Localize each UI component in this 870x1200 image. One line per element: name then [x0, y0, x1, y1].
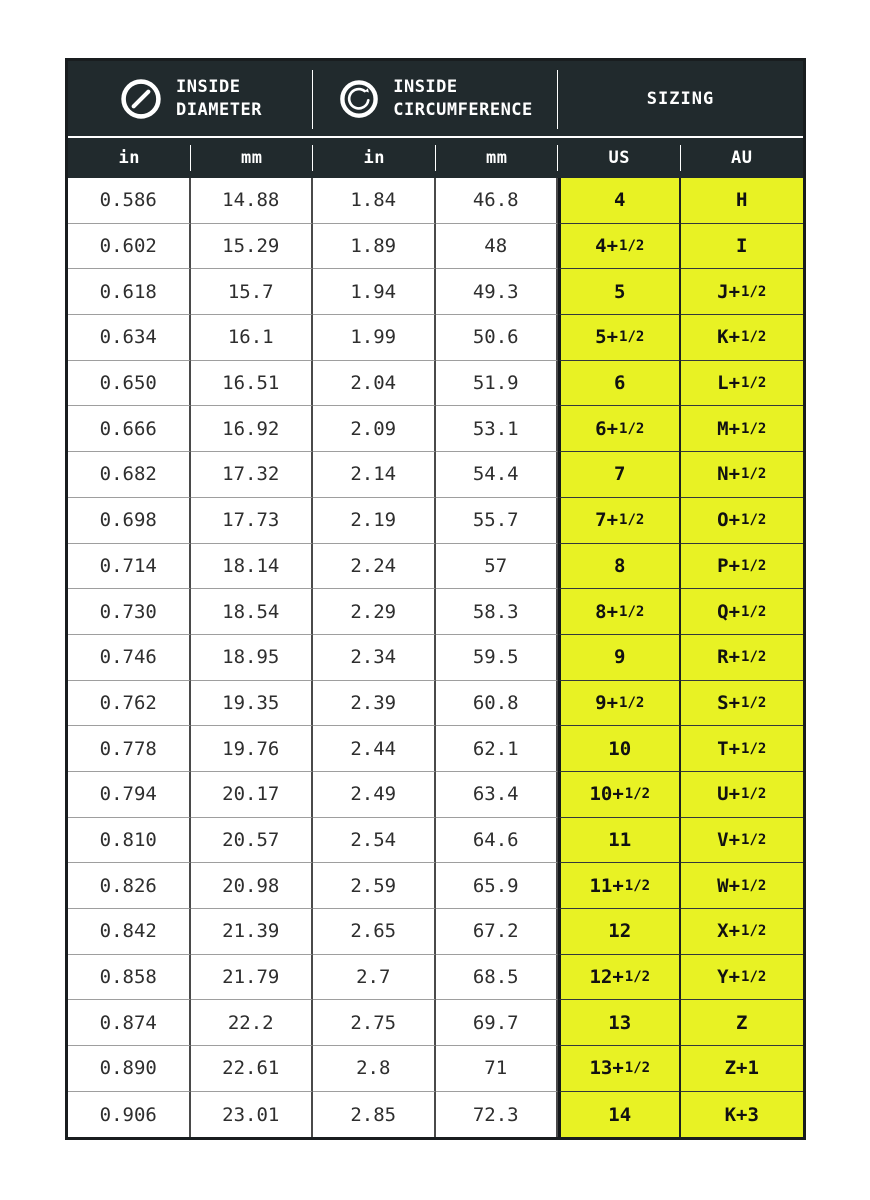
- cell-inside-diameter-in: 0.874: [68, 1000, 191, 1046]
- cell-inside-circumference-mm: 59.5: [436, 635, 559, 681]
- cell-inside-diameter-mm: 18.95: [191, 635, 314, 681]
- cell-inside-circumference-in: 2.34: [313, 635, 436, 681]
- table-row: [68, 1000, 803, 1046]
- cell-inside-diameter-mm: 20.57: [191, 818, 314, 864]
- cell-inside-circumference-mm: 58.3: [436, 589, 559, 635]
- cell-size-us: 14: [558, 1092, 681, 1138]
- cell-inside-diameter-mm: 18.14: [191, 544, 314, 590]
- cell-size-au: R+ 1/2: [681, 635, 804, 681]
- cell-inside-circumference-in: 2.8: [313, 1046, 436, 1092]
- cell-inside-diameter-in: 0.730: [68, 589, 191, 635]
- cell-size-us: 13: [558, 1000, 681, 1046]
- cell-inside-circumference-mm: 51.9: [436, 361, 559, 407]
- cell-size-us: 12: [558, 909, 681, 955]
- cell-inside-diameter-in: 0.778: [68, 726, 191, 772]
- inside-diameter-icon: [119, 77, 163, 121]
- cell-inside-diameter-in: 0.794: [68, 772, 191, 818]
- header-section-sizing: [558, 61, 803, 136]
- cell-inside-diameter-in: 0.714: [68, 544, 191, 590]
- header-line2: CIRCUMFERENCE: [393, 99, 533, 120]
- cell-inside-diameter-mm: 14.88: [191, 178, 314, 224]
- cell-inside-circumference-in: 2.54: [313, 818, 436, 864]
- cell-size-us: 11: [558, 818, 681, 864]
- cell-inside-diameter-mm: 16.92: [191, 406, 314, 452]
- table-row: [68, 726, 803, 772]
- cell-inside-circumference-mm: 68.5: [436, 955, 559, 1001]
- cell-inside-circumference-mm: 63.4: [436, 772, 559, 818]
- cell-inside-circumference-mm: 50.6: [436, 315, 559, 361]
- cell-inside-circumference-in: 2.39: [313, 681, 436, 727]
- cell-size-us: 10+ 1/2: [558, 772, 681, 818]
- column-header-au: AU: [731, 148, 753, 168]
- column-header-circumference-in: in: [313, 138, 436, 178]
- cell-inside-circumference-in: 2.65: [313, 909, 436, 955]
- cell-size-au: L+ 1/2: [681, 361, 804, 407]
- cell-size-au: Z: [681, 1000, 804, 1046]
- cell-size-au: X+ 1/2: [681, 909, 804, 955]
- cell-size-us: 6+ 1/2: [558, 406, 681, 452]
- cell-inside-diameter-mm: 22.2: [191, 1000, 314, 1046]
- table-row: [68, 955, 803, 1001]
- cell-inside-diameter-in: 0.906: [68, 1092, 191, 1138]
- cell-inside-circumference-in: 2.49: [313, 772, 436, 818]
- cell-inside-diameter-mm: 15.29: [191, 224, 314, 270]
- table-row: [68, 452, 803, 498]
- header-line1: INSIDE: [393, 76, 458, 97]
- cell-size-au: K+3: [681, 1092, 804, 1138]
- table-row: [68, 498, 803, 544]
- cell-inside-diameter-in: 0.698: [68, 498, 191, 544]
- cell-inside-circumference-mm: 48: [436, 224, 559, 270]
- table-row: [68, 269, 803, 315]
- cell-inside-circumference-mm: 65.9: [436, 863, 559, 909]
- cell-inside-diameter-mm: 23.01: [191, 1092, 314, 1138]
- table-row: [68, 1046, 803, 1092]
- cell-inside-circumference-mm: 49.3: [436, 269, 559, 315]
- cell-inside-circumference-in: 2.29: [313, 589, 436, 635]
- cell-size-au: M+ 1/2: [681, 406, 804, 452]
- table-row: [68, 909, 803, 955]
- cell-inside-circumference-in: 1.99: [313, 315, 436, 361]
- cell-size-us: 9: [558, 635, 681, 681]
- cell-size-us: 7: [558, 452, 681, 498]
- cell-inside-diameter-in: 0.858: [68, 955, 191, 1001]
- cell-inside-diameter-mm: 22.61: [191, 1046, 314, 1092]
- table-row: [68, 406, 803, 452]
- cell-inside-circumference-in: 2.44: [313, 726, 436, 772]
- cell-inside-diameter-in: 0.810: [68, 818, 191, 864]
- header-section-label: [393, 76, 533, 122]
- cell-inside-diameter-in: 0.618: [68, 269, 191, 315]
- cell-inside-circumference-in: 2.04: [313, 361, 436, 407]
- cell-inside-circumference-in: 2.85: [313, 1092, 436, 1138]
- cell-inside-diameter-in: 0.586: [68, 178, 191, 224]
- cell-inside-circumference-mm: 72.3: [436, 1092, 559, 1138]
- cell-inside-diameter-in: 0.682: [68, 452, 191, 498]
- cell-inside-diameter-mm: 17.32: [191, 452, 314, 498]
- cell-size-au: U+ 1/2: [681, 772, 804, 818]
- sizing-label: SIZING: [646, 88, 715, 109]
- table-row: [68, 818, 803, 864]
- cell-size-au: O+ 1/2: [681, 498, 804, 544]
- cell-inside-circumference-in: 2.14: [313, 452, 436, 498]
- cell-inside-circumference-mm: 46.8: [436, 178, 559, 224]
- cell-size-au: N+ 1/2: [681, 452, 804, 498]
- header-line2: DIAMETER: [176, 99, 262, 120]
- table-row: [68, 361, 803, 407]
- cell-inside-diameter-in: 0.602: [68, 224, 191, 270]
- table-row: [68, 544, 803, 590]
- cell-size-au: I: [681, 224, 804, 270]
- table-row: [68, 224, 803, 270]
- cell-size-au: J+ 1/2: [681, 269, 804, 315]
- header-section-label: [176, 76, 262, 122]
- cell-inside-circumference-in: 2.7: [313, 955, 436, 1001]
- cell-inside-diameter-mm: 18.54: [191, 589, 314, 635]
- cell-size-us: 12+ 1/2: [558, 955, 681, 1001]
- cell-inside-diameter-mm: 16.51: [191, 361, 314, 407]
- cell-inside-circumference-in: 1.84: [313, 178, 436, 224]
- cell-inside-diameter-in: 0.826: [68, 863, 191, 909]
- cell-inside-diameter-in: 0.634: [68, 315, 191, 361]
- cell-inside-diameter-in: 0.746: [68, 635, 191, 681]
- cell-inside-circumference-mm: 62.1: [436, 726, 559, 772]
- cell-size-au: K+ 1/2: [681, 315, 804, 361]
- table-row: [68, 178, 803, 224]
- cell-size-us: 8+ 1/2: [558, 589, 681, 635]
- column-header-diameter-in: in: [68, 138, 191, 178]
- table-row: [68, 315, 803, 361]
- cell-size-us: 11+ 1/2: [558, 863, 681, 909]
- cell-inside-circumference-in: 2.09: [313, 406, 436, 452]
- cell-inside-diameter-mm: 19.76: [191, 726, 314, 772]
- cell-inside-circumference-in: 2.59: [313, 863, 436, 909]
- cell-inside-circumference-in: 1.94: [313, 269, 436, 315]
- cell-inside-circumference-in: 2.24: [313, 544, 436, 590]
- cell-inside-circumference-in: 2.19: [313, 498, 436, 544]
- cell-inside-diameter-mm: 21.79: [191, 955, 314, 1001]
- header-line1: INSIDE: [176, 76, 241, 97]
- cell-size-us: 5+ 1/2: [558, 315, 681, 361]
- table-body: [68, 178, 803, 1137]
- cell-size-au: Q+ 1/2: [681, 589, 804, 635]
- cell-inside-circumference-in: 1.89: [313, 224, 436, 270]
- cell-inside-diameter-mm: 16.1: [191, 315, 314, 361]
- cell-size-us: 7+ 1/2: [558, 498, 681, 544]
- cell-size-au: V+ 1/2: [681, 818, 804, 864]
- cell-inside-circumference-mm: 55.7: [436, 498, 559, 544]
- cell-inside-diameter-in: 0.762: [68, 681, 191, 727]
- table-row: [68, 1092, 803, 1138]
- cell-size-us: 9+ 1/2: [558, 681, 681, 727]
- cell-size-us: 10: [558, 726, 681, 772]
- cell-inside-diameter-in: 0.666: [68, 406, 191, 452]
- table-row: [68, 635, 803, 681]
- cell-size-au: P+ 1/2: [681, 544, 804, 590]
- table-row: [68, 772, 803, 818]
- table-header: [68, 61, 803, 136]
- column-headers: [68, 138, 803, 178]
- ring-size-table: [65, 58, 806, 1140]
- cell-inside-diameter-in: 0.650: [68, 361, 191, 407]
- cell-inside-diameter-mm: 15.7: [191, 269, 314, 315]
- cell-inside-diameter-mm: 19.35: [191, 681, 314, 727]
- cell-size-au: Y+ 1/2: [681, 955, 804, 1001]
- cell-size-au: W+ 1/2: [681, 863, 804, 909]
- column-header-diameter-mm: mm: [191, 138, 314, 178]
- column-header-us: US: [558, 138, 681, 178]
- cell-inside-circumference-mm: 57: [436, 544, 559, 590]
- cell-size-us: 5: [558, 269, 681, 315]
- table-row: [68, 681, 803, 727]
- cell-inside-diameter-mm: 17.73: [191, 498, 314, 544]
- cell-inside-circumference-mm: 53.1: [436, 406, 559, 452]
- cell-size-us: 6: [558, 361, 681, 407]
- cell-inside-diameter-mm: 21.39: [191, 909, 314, 955]
- header-section-inside-circumference: [313, 61, 558, 136]
- cell-inside-circumference-mm: 64.6: [436, 818, 559, 864]
- table-row: [68, 589, 803, 635]
- column-header-circumference-mm: mm: [436, 138, 559, 178]
- inside-circumference-icon: [338, 78, 380, 120]
- cell-size-us: 4+ 1/2: [558, 224, 681, 270]
- cell-size-us: 4: [558, 178, 681, 224]
- cell-inside-circumference-mm: 54.4: [436, 452, 559, 498]
- cell-size-us: 8: [558, 544, 681, 590]
- header-section-inside-diameter: [68, 61, 313, 136]
- cell-inside-diameter-mm: 20.98: [191, 863, 314, 909]
- cell-inside-circumference-in: 2.75: [313, 1000, 436, 1046]
- cell-size-au: T+ 1/2: [681, 726, 804, 772]
- cell-size-au: S+ 1/2: [681, 681, 804, 727]
- cell-inside-circumference-mm: 67.2: [436, 909, 559, 955]
- cell-inside-diameter-mm: 20.17: [191, 772, 314, 818]
- cell-size-us: 13+ 1/2: [558, 1046, 681, 1092]
- cell-inside-diameter-in: 0.890: [68, 1046, 191, 1092]
- cell-inside-circumference-mm: 69.7: [436, 1000, 559, 1046]
- cell-inside-circumference-mm: 60.8: [436, 681, 559, 727]
- cell-size-au: H: [681, 178, 804, 224]
- cell-inside-circumference-mm: 71: [436, 1046, 559, 1092]
- table-row: [68, 863, 803, 909]
- cell-size-au: Z+1: [681, 1046, 804, 1092]
- cell-inside-diameter-in: 0.842: [68, 909, 191, 955]
